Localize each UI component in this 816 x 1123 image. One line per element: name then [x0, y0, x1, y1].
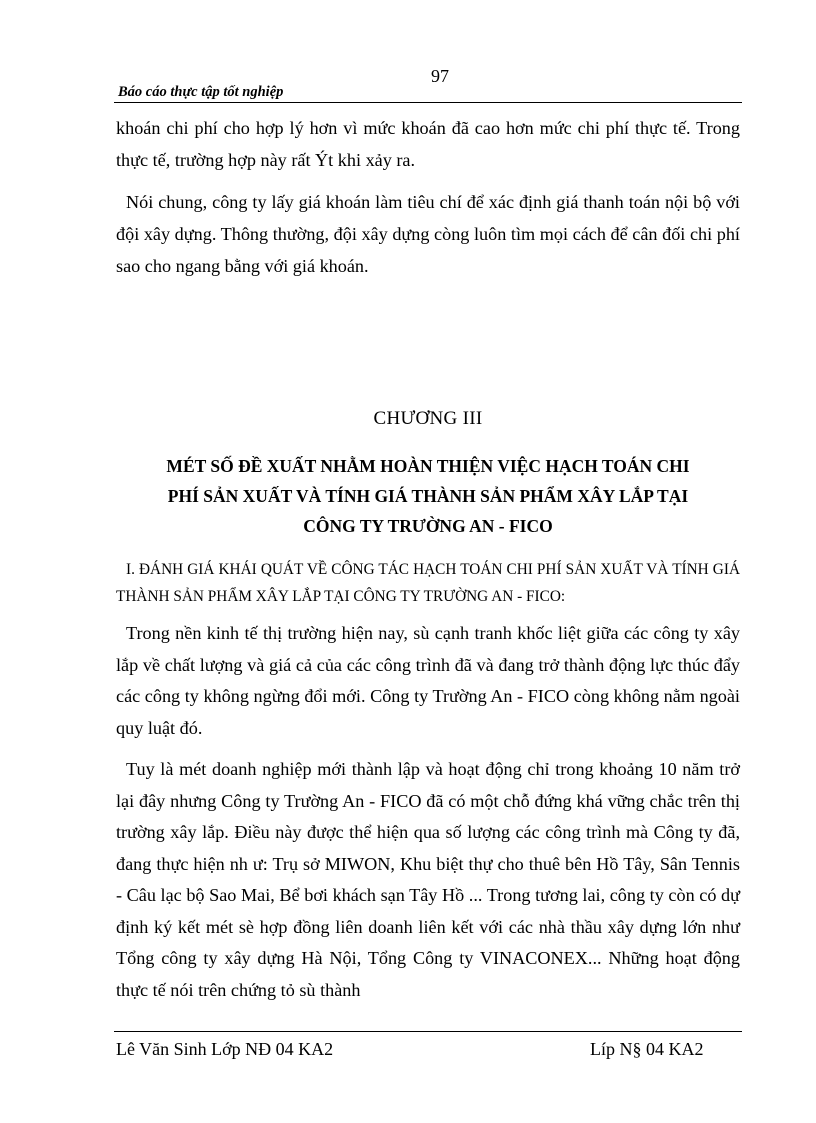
footer-author: Lê Văn Sinh Lớp NĐ 04 KA2 — [116, 1039, 334, 1059]
chapter-title-line: CÔNG TY TRƯỜNG AN - FICO — [303, 516, 553, 536]
paragraph-continuation: khoán chi phí cho hợp lý hơn vì mức khoán đã cao hơn mức chi phí thực tế. Trong thực tế, trường hợp này rất Ýt khi xảy ra. — [116, 118, 740, 170]
running-header-title: Báo cáo thực tập tốt nghiệp — [118, 84, 284, 100]
footer-class: Líp N§ 04 KA2 — [590, 1039, 704, 1059]
chapter-title-line: MÉT SỐ ĐỀ XUẤT NHẰM HOÀN THIỆN VIỆC HẠCH TOÁN CHI — [166, 456, 690, 476]
chapter-title-line: PHÍ SẢN XUẤT VÀ TÍNH GIÁ THÀNH SẢN PHẨM XÂY LẮP TẠI — [167, 486, 689, 506]
chapter-title — [116, 451, 740, 541]
chapter-label: CHƯƠNG III — [373, 408, 483, 429]
footer-divider — [114, 1031, 742, 1032]
paragraph: Tuy là mét doanh nghiệp mới thành lập và hoạt động chỉ trong khoảng 10 năm trở lại đây nhưng Công ty Trường An - FICO đã có một chỗ đứng khá vững chắc trên thị trường xây lắp. Điều này được thể hiện qua số lượng các công trình mà Công ty đã, đang thực hiện nh ư: Trụ sở MIWON, Khu biệt thự cho thuê bên Hồ Tây, Sân Tennis - Câu lạc bộ Sao Mai, Bể bơi khách sạn Tây Hồ ... Trong tương lai, công ty còn có dự định ký kết mét sè hợp đồng liên doanh liên kết với các nhà thầu xây dựng lớn như Tổng công ty xây dựng Hà Nội, Tổng Công ty VINACONEX... Những hoạt động thực tế nói trên chứng tỏ sù thành — [116, 759, 740, 1000]
paragraph: Trong nền kinh tế thị trường hiện nay, sù cạnh tranh khốc liệt giữa các công ty xây lắp về chất lượng và giá cả của các công trình đã và đang trở thành động lực thúc đẩy các công ty không ngừng đổi mới. Công ty Trường An - FICO còng không nằm ngoài quy luật đó. — [116, 623, 740, 738]
top-text-block — [116, 112, 740, 282]
section-heading: I. ĐÁNH GIÁ KHÁI QUÁT VỀ CÔNG TÁC HẠCH TOÁN CHI PHÍ SẢN XUẤT VÀ TÍNH GIÁ THÀNH SẢN PHẨM XÂY LẮP TẠI CÔNG TY TRƯỜNG AN - FICO: — [116, 561, 740, 605]
page-number: 97 — [431, 66, 449, 86]
header-divider — [114, 102, 742, 103]
body-text-block — [116, 618, 740, 1006]
paragraph: Nói chung, công ty lấy giá khoán làm tiêu chí để xác định giá thanh toán nội bộ với đội xây dựng. Thông thường, đội xây dựng còng luôn tìm mọi cách để cân đối chi phí sao cho ngang bằng với giá khoán. — [116, 192, 740, 276]
